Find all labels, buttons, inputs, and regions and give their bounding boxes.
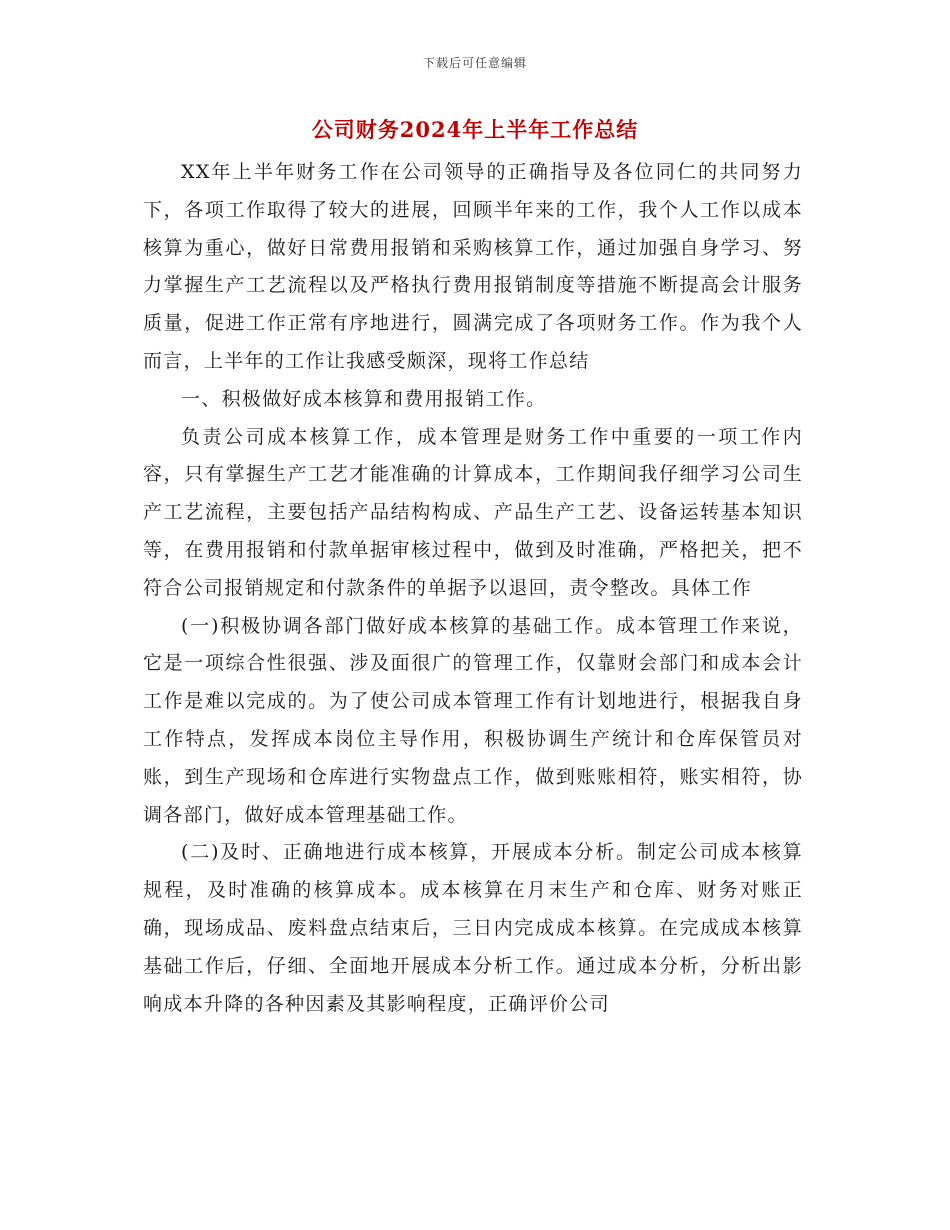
paragraph-item-2: (二)及时、正确地进行成本核算，开展成本分析。制定公司成本核算规程，及时准确的核算成本。成本核算在月末生产和仓库、财务对账正确，现场成品、废料盘点结束后，三日内完成成本核算。在完成成本核算基础工作后，仔细、全面地开展成本分析工作。通过成本分析，分析出影响成本升降的各种因素及其影响程度，正确评价公司 (143, 841, 803, 1015)
paragraph-item-1: (一)积极协调各部门做好成本核算的基础工作。成本管理工作来说，它是一项综合性很强、涉及面很广的管理工作，仅靠财会部门和成本会计工作是难以完成的。为了使公司成本管理工作有计划地进行，根据我自身工作特点，发挥成本岗位主导作用，积极协调生产统计和仓库保管员对账，到生产现场和仓库进行实物盘点工作，做到账账相符，账实相符，协调各部门，做好成本管理基础工作。 (143, 614, 803, 826)
section-heading-1: 一、积极做好成本核算和费用报销工作。 (181, 387, 547, 410)
document-title: 公司财务2024年上半年工作总结 (311, 117, 639, 142)
paragraph-cost-accounting: 负责公司成本核算工作，成本管理是财务工作中重要的一项工作内容，只有掌握生产工艺才能准确的计算成本，工作期间我仔细学习公司生产工艺流程，主要包括产品结构构成、产品生产工艺、设备运转基本知识等，在费用报销和付款单据审核过程中，做到及时准确，严格把关，把不符合公司报销规定和付款条件的单据予以退回，责令整改。具体工作 (143, 425, 803, 599)
document-body (143, 154, 803, 1023)
download-note: 下载后可任意编辑 (422, 56, 527, 70)
paragraph-intro: XX年上半年财务工作在公司领导的正确指导及各位同仁的共同努力下，各项工作取得了较大的进展，回顾半年来的工作，我个人工作以成本核算为重心，做好日常费用报销和采购核算工作，通过加强自身学习、努力掌握生产工艺流程以及严格执行费用报销制度等措施不断提高会计服务质量，促进工作正常有序地进行，圆满完成了各项财务工作。作为我个人而言，上半年的工作让我感受颇深，现将工作总结 (143, 161, 803, 372)
